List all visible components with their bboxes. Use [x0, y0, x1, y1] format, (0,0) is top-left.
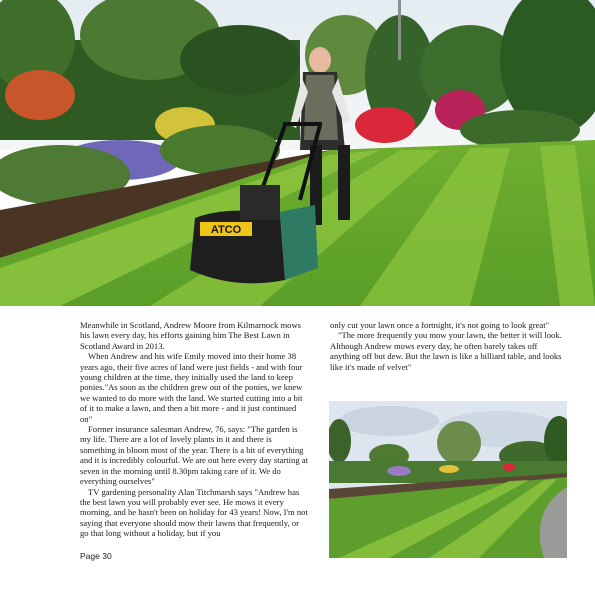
inset-garden-photo [329, 401, 567, 558]
mower-brand-label: ATCO [210, 224, 242, 236]
left-paragraph-1: Meanwhile in Scotland, Andrew Moore from Kilmarnock mows his lawn every day, his efforts gaining him The Best Lawn in Scotland Award in 2013. [80, 320, 302, 351]
page-number: Page 30 [80, 551, 112, 561]
left-paragraph-3: Former insurance salesman Andrew, 76, says: "The garden is my life. There are a lot of lovely plants in it and there is something in bloom most of the year. There is a bit of everything and it is incredibly colourful. We are out here every day starting at seven in the morning until 8.30pm taking care of it. We do everything ourselves" [80, 424, 308, 487]
right-paragraph-2: "The more frequently you mow your lawn, the better it will look. Although Andrew mows every day, he often barely takes off anything off but dew. But the lawn is like a billiard table, and looks like it's made of velvet" [330, 330, 562, 372]
article-right-column [330, 320, 568, 372]
inset-photo-illustration [329, 401, 567, 558]
article-left-column [80, 320, 308, 539]
left-paragraph-4: TV gardening personality Alan Titchmarsh says "Andrew has the best lawn you will probably ever see. He mows it every morning, and he hasn't been on holiday for 43 years! Now, I'm not saying that everyone should mow their lawns that frequently, or go that long without a holiday, but if you [80, 486, 308, 539]
right-paragraph-1: only cut your lawn once a fortnight, it's not going to look great" [330, 320, 550, 330]
left-paragraph-2: When Andrew and his wife Emily moved into their home 38 years ago, their five acres of land were just fields - and with four young children at the time, they initially used the land to keep ponies."As soon as the children grew out of the ponies, we knew we wanted to do more with the land. We started cutting into a bit of it to make a lawn, and then a bit more - and it just continued on" [80, 351, 303, 424]
